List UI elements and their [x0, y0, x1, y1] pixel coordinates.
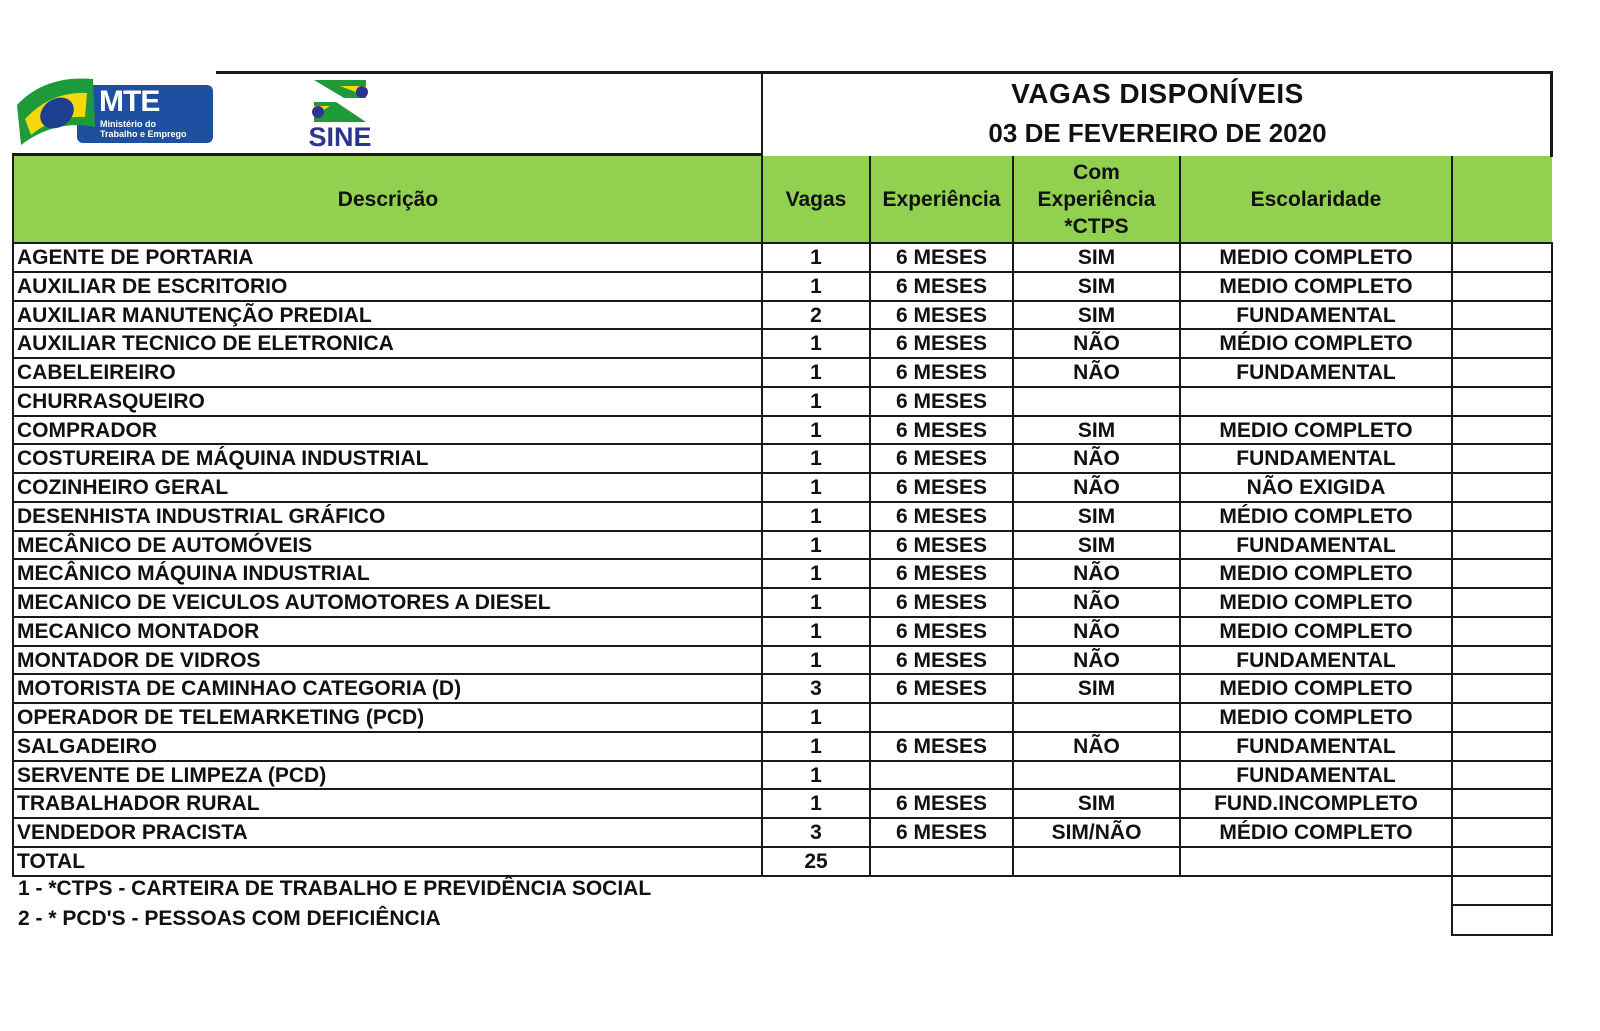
cell-experiencia	[870, 703, 1013, 732]
table-row	[14, 761, 1452, 790]
cell-escolaridade: MEDIO COMPLETO	[1219, 590, 1413, 614]
row-divider	[12, 760, 1553, 762]
cell-descricao: MECANICO DE VEICULOS AUTOMOTORES A DIESEL	[17, 590, 551, 614]
divider-exp-ctps	[1012, 156, 1014, 877]
cell-escolaridade: NÃO EXIGIDA	[1246, 475, 1386, 499]
cell-experiencia	[870, 761, 1013, 790]
cell-experiencia: 6 MESES	[895, 590, 988, 614]
cell-ctps	[1013, 703, 1180, 732]
cell-descricao: AUXILIAR MANUTENÇÃO PREDIAL	[17, 303, 372, 327]
row-divider	[12, 300, 1553, 302]
cell-experiencia: 6 MESES	[895, 561, 988, 585]
cell-vagas: 1	[810, 705, 822, 729]
frame-top	[216, 71, 1553, 74]
row-divider	[12, 702, 1553, 704]
cell-ctps: NÃO	[1073, 734, 1120, 758]
cell-vagas: 1	[810, 791, 822, 815]
cell-ctps: NÃO	[1073, 561, 1120, 585]
cell-descricao: CHURRASQUEIRO	[17, 389, 205, 413]
cell-escolaridade: MEDIO COMPLETO	[1219, 245, 1413, 269]
cell-descricao: MONTADOR DE VIDROS	[17, 648, 261, 672]
cell-escolaridade: MÉDIO COMPLETO	[1219, 504, 1413, 528]
row-divider	[12, 386, 1553, 388]
blank-divider	[1451, 904, 1553, 906]
sine-emblem-icon	[300, 76, 382, 126]
table-row	[14, 732, 1452, 761]
mte-acronym: MTE	[99, 85, 160, 118]
table-row	[14, 617, 1452, 646]
table-row	[14, 588, 1452, 617]
cell-ctps: NÃO	[1073, 360, 1120, 384]
cell-experiencia: 6 MESES	[895, 303, 988, 327]
cell-vagas: 1	[810, 619, 822, 643]
row-divider	[12, 271, 1553, 273]
cell-vagas: 1	[810, 533, 822, 557]
cell-ctps: SIM	[1077, 533, 1116, 557]
cell-vagas: 1	[810, 734, 822, 758]
sine-acronym: SINE	[308, 122, 372, 152]
row-divider	[12, 501, 1553, 503]
logo-underline	[12, 153, 763, 156]
cell-vagas: 1	[810, 648, 822, 672]
cell-vagas: 1	[810, 331, 822, 355]
table-row	[14, 502, 1452, 531]
cell-ctps: SIM/NÃO	[1051, 820, 1142, 844]
divider-esc-blank	[1451, 156, 1453, 936]
cell-descricao: MOTORISTA DE CAMINHAO CATEGORIA (D)	[17, 676, 462, 700]
mte-subtitle: Ministério do Trabalho e Emprego	[100, 119, 187, 139]
cell-vagas: 2	[810, 303, 822, 327]
cell-escolaridade: FUNDAMENTAL	[1236, 734, 1396, 758]
row-divider	[12, 443, 1553, 445]
table-row	[14, 531, 1452, 560]
table-row	[14, 272, 1452, 301]
cell-descricao: COSTUREIRA DE MÁQUINA INDUSTRIAL	[17, 446, 429, 470]
column-header-vagas: Vagas	[785, 187, 847, 211]
table-header	[14, 156, 1552, 242]
row-divider	[12, 616, 1553, 618]
page-title: VAGAS DISPONÍVEIS	[1011, 78, 1304, 109]
cell-descricao: MECANICO MONTADOR	[17, 619, 260, 643]
cell-descricao: COZINHEIRO GERAL	[17, 475, 229, 499]
cell-descricao: COMPRADOR	[17, 418, 157, 442]
cell-experiencia: 6 MESES	[895, 648, 988, 672]
table-row	[14, 416, 1452, 445]
cell-escolaridade: MEDIO COMPLETO	[1219, 705, 1413, 729]
cell-descricao: VENDEDOR PRACISTA	[17, 820, 248, 844]
row-divider	[12, 472, 1553, 474]
row-divider	[12, 558, 1553, 560]
cell-escolaridade: MÉDIO COMPLETO	[1219, 331, 1413, 355]
cell-escolaridade: FUNDAMENTAL	[1236, 533, 1396, 557]
cell-ctps	[1013, 387, 1180, 416]
column-header-ctps: Com Experiência *CTPS	[1037, 160, 1156, 238]
frame-bottom-blank	[1451, 934, 1553, 936]
cell-ctps: SIM	[1077, 274, 1116, 298]
cell-experiencia: 6 MESES	[895, 676, 988, 700]
row-divider	[12, 530, 1553, 532]
total-vagas: 25	[804, 849, 828, 873]
row-divider	[12, 328, 1553, 330]
cell-descricao: SALGADEIRO	[17, 734, 158, 758]
table-row	[14, 301, 1452, 330]
cell-descricao: CABELEIREIRO	[17, 360, 176, 384]
cell-ctps: NÃO	[1073, 648, 1120, 672]
column-header-escolaridade: Escolaridade	[1250, 187, 1382, 211]
cell-ctps	[1013, 761, 1180, 790]
table-row	[14, 358, 1452, 387]
cell-ctps: SIM	[1077, 791, 1116, 815]
cell-descricao: AUXILIAR TECNICO DE ELETRONICA	[17, 331, 394, 355]
cell-experiencia: 6 MESES	[895, 475, 988, 499]
cell-escolaridade: MEDIO COMPLETO	[1219, 274, 1413, 298]
cell-vagas: 1	[810, 360, 822, 384]
table-row	[14, 789, 1452, 818]
cell-ctps: NÃO	[1073, 590, 1120, 614]
cell-descricao: AGENTE DE PORTARIA	[17, 245, 254, 269]
row-divider	[12, 788, 1553, 790]
cell-escolaridade: FUND.INCOMPLETO	[1214, 791, 1418, 815]
cell-vagas: 1	[810, 389, 822, 413]
cell-vagas: 1	[810, 446, 822, 470]
footnote-ctps: 1 - *CTPS - CARTEIRA DE TRABALHO E PREVIDÊNCIA SOCIAL	[18, 877, 652, 900]
table-row	[14, 818, 1452, 847]
cell-vagas: 1	[810, 590, 822, 614]
row-divider	[12, 817, 1553, 819]
frame-right-title	[1550, 71, 1553, 157]
cell-experiencia: 6 MESES	[895, 734, 988, 758]
divider-vagas-exp	[869, 156, 871, 877]
cell-vagas: 3	[810, 676, 822, 700]
cell-escolaridade: MÉDIO COMPLETO	[1219, 820, 1413, 844]
cell-escolaridade: FUNDAMENTAL	[1236, 360, 1396, 384]
cell-descricao: OPERADOR DE TELEMARKETING (PCD)	[17, 705, 425, 729]
mte-logo	[15, 75, 215, 147]
cell-experiencia: 6 MESES	[895, 331, 988, 355]
cell-experiencia: 6 MESES	[895, 504, 988, 528]
row-divider	[12, 846, 1553, 848]
cell-ctps: SIM	[1077, 418, 1116, 442]
cell-descricao: DESENHISTA INDUSTRIAL GRÁFICO	[17, 504, 386, 528]
cell-escolaridade: MEDIO COMPLETO	[1219, 418, 1413, 442]
cell-experiencia: 6 MESES	[895, 619, 988, 643]
row-divider	[12, 875, 1553, 877]
row-divider	[12, 415, 1553, 417]
table-row	[14, 646, 1452, 675]
cell-vagas: 1	[810, 245, 822, 269]
column-header-descricao: Descrição	[337, 187, 439, 211]
row-divider	[12, 673, 1553, 675]
row-divider	[12, 357, 1553, 359]
footnote-pcd: 2 - * PCD'S - PESSOAS COM DEFICIÊNCIA	[18, 907, 441, 930]
cell-escolaridade: MEDIO COMPLETO	[1219, 676, 1413, 700]
divider-ctps-esc	[1179, 156, 1181, 877]
cell-escolaridade: MEDIO COMPLETO	[1219, 619, 1413, 643]
cell-ctps: SIM	[1077, 245, 1116, 269]
cell-descricao: AUXILIAR DE ESCRITORIO	[17, 274, 288, 298]
row-divider	[12, 731, 1553, 733]
table-row	[14, 329, 1452, 358]
cell-experiencia: 6 MESES	[895, 446, 988, 470]
cell-vagas: 1	[810, 475, 822, 499]
cell-descricao: MECÂNICO DE AUTOMÓVEIS	[17, 533, 313, 557]
column-header-experiencia: Experiência	[882, 187, 1001, 211]
cell-vagas: 1	[810, 561, 822, 585]
cell-ctps: NÃO	[1073, 475, 1120, 499]
table-row	[14, 559, 1452, 588]
cell-escolaridade: FUNDAMENTAL	[1236, 648, 1396, 672]
cell-experiencia: 6 MESES	[895, 533, 988, 557]
total-label: TOTAL	[17, 849, 86, 873]
cell-experiencia: 6 MESES	[895, 274, 988, 298]
cell-vagas: 1	[810, 504, 822, 528]
cell-escolaridade: FUNDAMENTAL	[1236, 303, 1396, 327]
cell-descricao: MECÂNICO MÁQUINA INDUSTRIAL	[17, 561, 370, 585]
frame-left	[12, 153, 14, 877]
row-divider	[12, 587, 1553, 589]
table-row	[14, 473, 1452, 502]
cell-ctps: SIM	[1077, 676, 1116, 700]
cell-escolaridade	[1180, 387, 1452, 416]
cell-descricao: TRABALHADOR RURAL	[17, 791, 260, 815]
row-divider	[12, 645, 1553, 647]
table-row	[14, 243, 1452, 272]
cell-escolaridade: FUNDAMENTAL	[1236, 446, 1396, 470]
cell-experiencia: 6 MESES	[895, 791, 988, 815]
row-divider	[12, 242, 1553, 244]
page-date: 03 DE FEVEREIRO DE 2020	[988, 118, 1327, 148]
cell-experiencia: 6 MESES	[895, 360, 988, 384]
cell-ctps: SIM	[1077, 303, 1116, 327]
divider-desc-vagas	[761, 71, 763, 877]
table-row	[14, 387, 1452, 416]
column-header-blank	[1452, 156, 1552, 242]
cell-experiencia: 6 MESES	[895, 820, 988, 844]
cell-descricao: SERVENTE DE LIMPEZA (PCD)	[17, 763, 327, 787]
cell-vagas: 3	[810, 820, 822, 844]
cell-experiencia: 6 MESES	[895, 245, 988, 269]
cell-escolaridade: FUNDAMENTAL	[1236, 763, 1396, 787]
cell-vagas: 1	[810, 274, 822, 298]
cell-ctps: NÃO	[1073, 331, 1120, 355]
cell-ctps: SIM	[1077, 504, 1116, 528]
cell-experiencia: 6 MESES	[895, 389, 988, 413]
frame-right	[1551, 242, 1553, 936]
cell-experiencia: 6 MESES	[895, 418, 988, 442]
cell-ctps: NÃO	[1073, 619, 1120, 643]
cell-vagas: 1	[810, 418, 822, 442]
total-row	[14, 847, 1452, 876]
cell-escolaridade: MEDIO COMPLETO	[1219, 561, 1413, 585]
table-row	[14, 674, 1452, 703]
sine-logo	[300, 76, 382, 158]
table-row	[14, 444, 1452, 473]
table-row	[14, 703, 1452, 732]
cell-vagas: 1	[810, 763, 822, 787]
cell-ctps: NÃO	[1073, 446, 1120, 470]
